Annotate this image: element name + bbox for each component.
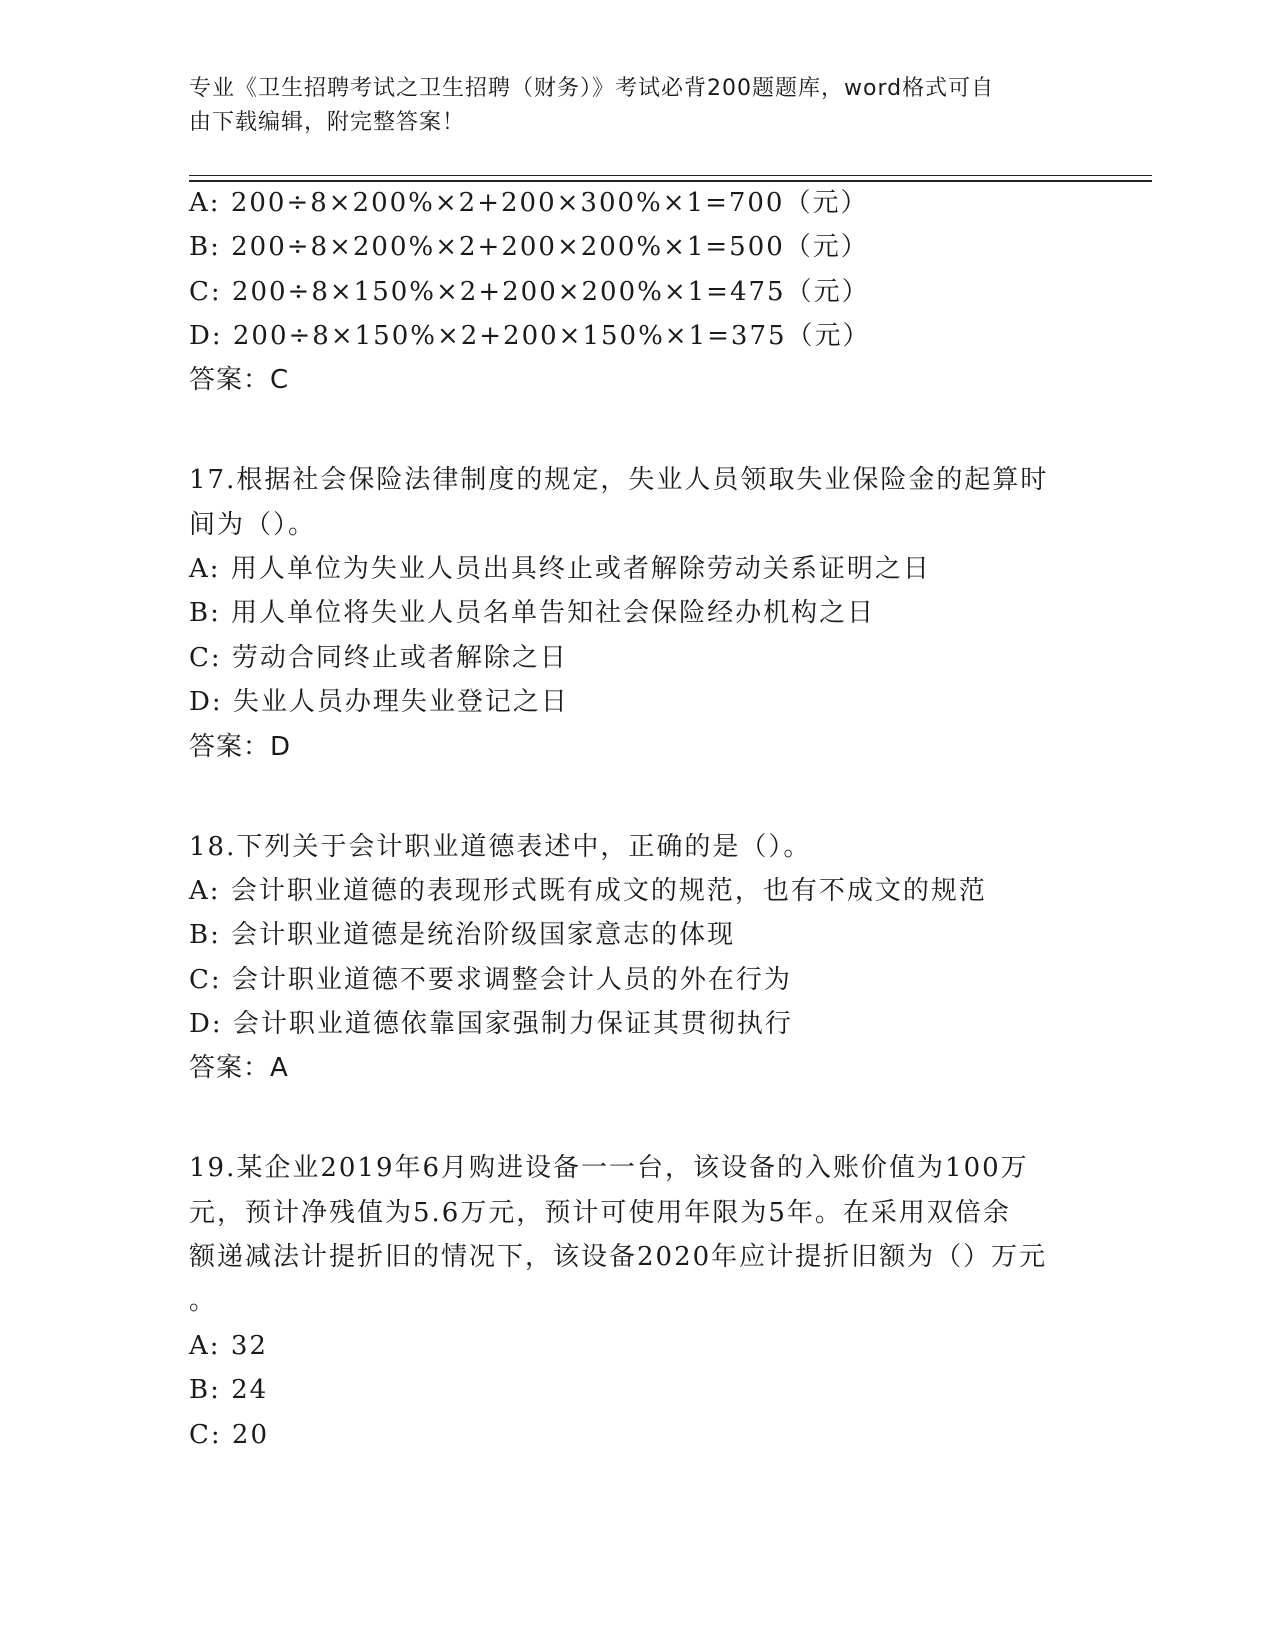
- option-label: B:: [189, 598, 221, 628]
- option-text: 200÷8×200%×2+200×300%×1=700（元）: [230, 188, 869, 218]
- option-text: 32: [230, 1331, 268, 1361]
- option-label: D:: [189, 1009, 223, 1039]
- option-label: C:: [189, 277, 222, 307]
- option-b: [189, 596, 875, 630]
- option-text: 20: [231, 1420, 270, 1450]
- option-text: 用人单位将失业人员名单告知社会保险经办机构之日: [231, 598, 876, 628]
- option-text: 会计职业道德的表现形式既有成文的规范，也有不成文的规范: [230, 876, 987, 906]
- option-c: [189, 963, 792, 997]
- question-stem-19-line-4: 。: [189, 1286, 218, 1316]
- option-text: 失业人员办理失业登记之日: [232, 687, 569, 717]
- option-text: 用人单位为失业人员出具终止或者解除劳动关系证明之日: [230, 554, 931, 584]
- option-label: C:: [189, 643, 222, 673]
- option-d: [189, 1007, 793, 1041]
- option-label: B:: [189, 1375, 221, 1405]
- option-label: A:: [189, 876, 221, 906]
- option-b: [189, 1373, 268, 1407]
- option-label: A:: [189, 1331, 221, 1361]
- option-c: [189, 641, 568, 675]
- option-b: [189, 230, 869, 264]
- header-divider-thin: [189, 175, 1152, 176]
- option-label: A:: [189, 188, 221, 218]
- question-stem-19-line-2: 元，预计净残值为5.6万元，预计可使用年限为5年。在采用双倍余: [189, 1198, 1011, 1228]
- question-stem-18: 18.下列关于会计职业道德表述中，正确的是（）。: [189, 832, 812, 862]
- answer: 答案：C: [189, 365, 290, 395]
- option-label: D:: [189, 687, 223, 717]
- question-stem-17-line-2: 间为（）。: [189, 510, 317, 540]
- header-divider-thick: [189, 180, 1152, 182]
- question-stem-19-line-1: 19.某企业2019年6月购进设备一一台，该设备的入账价值为100万: [189, 1153, 1029, 1183]
- option-label: D:: [189, 321, 223, 351]
- option-c: [189, 275, 870, 309]
- option-a: [189, 186, 868, 220]
- question-stem-17-line-1: 17.根据社会保险法律制度的规定，失业人员领取失业保险金的起算时: [189, 465, 1049, 495]
- option-text: 200÷8×150%×2+200×150%×1=375（元）: [232, 321, 871, 351]
- option-text: 会计职业道德是统治阶级国家意志的体现: [231, 920, 736, 950]
- question-stem-19-line-3: 额递减法计提折旧的情况下，该设备2020年应计提折旧额为（）万元: [189, 1242, 1048, 1272]
- header-line-2: 由下载编辑，附完整答案！: [189, 110, 466, 135]
- option-text: 200÷8×200%×2+200×200%×1=500（元）: [231, 232, 869, 262]
- option-label: B:: [189, 232, 221, 262]
- option-text: 200÷8×150%×2+200×200%×1=475（元）: [231, 277, 870, 307]
- answer: 答案：D: [189, 732, 292, 762]
- header-line-1: 专业《卫生招聘考试之卫生招聘（财务）》考试必背200题题库，word格式可自: [189, 76, 995, 101]
- option-label: A:: [189, 554, 221, 584]
- option-text: 劳动合同终止或者解除之日: [231, 643, 568, 673]
- option-text: 24: [231, 1375, 269, 1405]
- option-a: [189, 1329, 268, 1363]
- option-d: [189, 685, 569, 719]
- option-a: [189, 552, 931, 586]
- option-label: C:: [189, 965, 222, 995]
- option-text: 会计职业道德不要求调整会计人员的外在行为: [231, 965, 792, 995]
- option-b: [189, 918, 735, 952]
- option-c: [189, 1418, 269, 1452]
- option-a: [189, 874, 987, 908]
- document-header: [189, 72, 1089, 140]
- option-d: [189, 319, 871, 353]
- answer: 答案：A: [189, 1053, 289, 1083]
- option-text: 会计职业道德依靠国家强制力保证其贯彻执行: [232, 1009, 793, 1039]
- option-label: B:: [189, 920, 221, 950]
- option-label: C:: [189, 1420, 222, 1450]
